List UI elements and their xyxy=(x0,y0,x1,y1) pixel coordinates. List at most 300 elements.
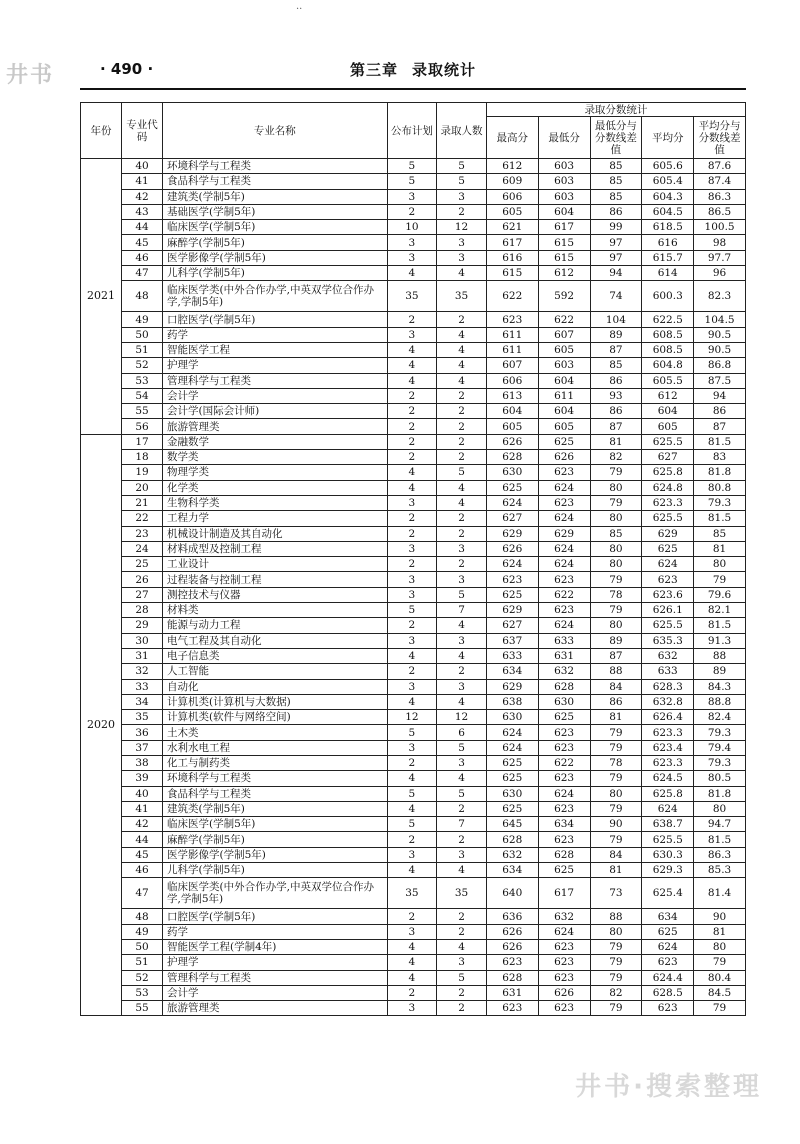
table-row xyxy=(81,725,746,740)
cell-avg: 625.5 xyxy=(642,511,694,526)
cell-min: 624 xyxy=(538,557,590,572)
cell-max: 634 xyxy=(486,863,538,878)
cell-avg-diff: 81.5 xyxy=(694,832,746,847)
cell-max: 628 xyxy=(486,450,538,465)
cell-max: 613 xyxy=(486,388,538,403)
header-stats-group: 录取分数统计 xyxy=(486,103,745,117)
cell-avg: 614 xyxy=(642,266,694,281)
cell-max: 627 xyxy=(486,511,538,526)
cell-max: 638 xyxy=(486,694,538,709)
cell-plan: 4 xyxy=(387,648,437,663)
cell-min-diff: 79 xyxy=(590,465,642,480)
cell-code: 51 xyxy=(122,342,163,357)
table-row xyxy=(81,694,746,709)
cell-plan: 3 xyxy=(387,572,437,587)
table-row xyxy=(81,204,746,219)
cell-code: 29 xyxy=(122,618,163,633)
table-row xyxy=(81,847,746,862)
cell-max: 626 xyxy=(486,541,538,556)
cell-avg-diff: 98 xyxy=(694,235,746,250)
cell-max: 626 xyxy=(486,939,538,954)
cell-name: 旅游管理类 xyxy=(163,419,388,434)
cell-min-diff: 87 xyxy=(590,342,642,357)
cell-plan: 4 xyxy=(387,939,437,954)
table-row xyxy=(81,679,746,694)
cell-min: 612 xyxy=(538,266,590,281)
cell-plan: 4 xyxy=(387,266,437,281)
cell-admitted: 4 xyxy=(437,863,487,878)
cell-min: 630 xyxy=(538,694,590,709)
cell-min: 623 xyxy=(538,740,590,755)
cell-avg: 638.7 xyxy=(642,817,694,832)
cell-avg: 630.3 xyxy=(642,847,694,862)
cell-plan: 5 xyxy=(387,603,437,618)
cell-min-diff: 80 xyxy=(590,618,642,633)
cell-admitted: 4 xyxy=(437,618,487,633)
cell-code: 48 xyxy=(122,281,163,312)
cell-min: 625 xyxy=(538,434,590,449)
cell-admitted: 3 xyxy=(437,755,487,770)
cell-avg-diff: 88 xyxy=(694,648,746,663)
cell-min-diff: 79 xyxy=(590,939,642,954)
cell-admitted: 2 xyxy=(437,419,487,434)
cell-name: 土木类 xyxy=(163,725,388,740)
cell-admitted: 5 xyxy=(437,174,487,189)
cell-plan: 3 xyxy=(387,495,437,510)
cell-min-diff: 82 xyxy=(590,450,642,465)
cell-min-diff: 81 xyxy=(590,863,642,878)
cell-name: 过程装备与控制工程 xyxy=(163,572,388,587)
cell-min-diff: 79 xyxy=(590,955,642,970)
cell-name: 食品科学与工程类 xyxy=(163,174,388,189)
cell-plan: 3 xyxy=(387,235,437,250)
cell-avg-diff: 96 xyxy=(694,266,746,281)
cell-min-diff: 81 xyxy=(590,434,642,449)
cell-avg-diff: 81.5 xyxy=(694,618,746,633)
cell-name: 食品科学与工程类 xyxy=(163,786,388,801)
cell-avg-diff: 100.5 xyxy=(694,220,746,235)
cell-name: 化工与制药类 xyxy=(163,755,388,770)
cell-avg-diff: 86.3 xyxy=(694,189,746,204)
cell-min: 623 xyxy=(538,465,590,480)
cell-name: 儿科学(学制5年) xyxy=(163,863,388,878)
cell-code: 22 xyxy=(122,511,163,526)
cell-avg: 624 xyxy=(642,801,694,816)
cell-avg-diff: 80 xyxy=(694,939,746,954)
cell-plan: 4 xyxy=(387,771,437,786)
cell-avg: 634 xyxy=(642,909,694,924)
cell-plan: 4 xyxy=(387,970,437,985)
cell-plan: 10 xyxy=(387,220,437,235)
header-avg-diff: 平均分与分数线差值 xyxy=(694,117,746,159)
cell-min-diff: 85 xyxy=(590,174,642,189)
cell-min: 611 xyxy=(538,388,590,403)
cell-max: 615 xyxy=(486,266,538,281)
cell-name: 自动化 xyxy=(163,679,388,694)
table-row xyxy=(81,189,746,204)
table-row xyxy=(81,250,746,265)
table-row xyxy=(81,1001,746,1016)
cell-avg: 635.3 xyxy=(642,633,694,648)
cell-avg-diff: 80.4 xyxy=(694,970,746,985)
cell-min: 624 xyxy=(538,924,590,939)
cell-min: 623 xyxy=(538,572,590,587)
cell-avg-diff: 79.3 xyxy=(694,755,746,770)
cell-min: 626 xyxy=(538,985,590,1000)
cell-avg-diff: 84.5 xyxy=(694,985,746,1000)
cell-min-diff: 99 xyxy=(590,220,642,235)
cell-avg-diff: 90.5 xyxy=(694,327,746,342)
cell-min: 615 xyxy=(538,250,590,265)
cell-code: 45 xyxy=(122,847,163,862)
cell-max: 609 xyxy=(486,174,538,189)
cell-admitted: 5 xyxy=(437,159,487,174)
cell-code: 42 xyxy=(122,189,163,204)
admission-table xyxy=(80,102,746,1016)
cell-admitted: 5 xyxy=(437,587,487,602)
cell-plan: 4 xyxy=(387,801,437,816)
table-row xyxy=(81,863,746,878)
cell-max: 624 xyxy=(486,725,538,740)
cell-min-diff: 79 xyxy=(590,1001,642,1016)
cell-max: 629 xyxy=(486,603,538,618)
cell-admitted: 3 xyxy=(437,250,487,265)
cell-code: 45 xyxy=(122,235,163,250)
cell-code: 39 xyxy=(122,771,163,786)
cell-avg-diff: 79.3 xyxy=(694,725,746,740)
cell-avg-diff: 80 xyxy=(694,557,746,572)
cell-avg: 624.5 xyxy=(642,771,694,786)
table-row xyxy=(81,801,746,816)
cell-name: 化学类 xyxy=(163,480,388,495)
cell-name: 环境科学与工程类 xyxy=(163,771,388,786)
table-row xyxy=(81,358,746,373)
cell-avg-diff: 85.3 xyxy=(694,863,746,878)
cell-avg-diff: 104.5 xyxy=(694,312,746,327)
cell-name: 电气工程及其自动化 xyxy=(163,633,388,648)
cell-plan: 12 xyxy=(387,710,437,725)
cell-code: 47 xyxy=(122,878,163,909)
cell-min: 628 xyxy=(538,679,590,694)
cell-max: 611 xyxy=(486,342,538,357)
brand-watermark-top: 井书 xyxy=(6,63,55,88)
cell-plan: 35 xyxy=(387,281,437,312)
table-row xyxy=(81,985,746,1000)
cell-name: 护理学 xyxy=(163,358,388,373)
cell-min-diff: 86 xyxy=(590,204,642,219)
cell-admitted: 3 xyxy=(437,235,487,250)
cell-name: 智能医学工程 xyxy=(163,342,388,357)
cell-code: 51 xyxy=(122,955,163,970)
cell-code: 43 xyxy=(122,204,163,219)
header-code: 专业代码 xyxy=(122,103,163,159)
cell-max: 636 xyxy=(486,909,538,924)
cell-name: 计算机类(计算机与大数据) xyxy=(163,694,388,709)
cell-min-diff: 85 xyxy=(590,189,642,204)
cell-min-diff: 87 xyxy=(590,419,642,434)
cell-avg: 625.4 xyxy=(642,878,694,909)
cell-admitted: 7 xyxy=(437,817,487,832)
cell-name: 临床医学(学制5年) xyxy=(163,220,388,235)
cell-min: 624 xyxy=(538,618,590,633)
cell-admitted: 4 xyxy=(437,771,487,786)
cell-avg: 625 xyxy=(642,541,694,556)
table-row xyxy=(81,817,746,832)
cell-name: 药学 xyxy=(163,327,388,342)
cell-code: 34 xyxy=(122,694,163,709)
cell-min: 605 xyxy=(538,342,590,357)
chapter-heading xyxy=(350,59,490,80)
cell-min: 623 xyxy=(538,801,590,816)
cell-plan: 2 xyxy=(387,511,437,526)
cell-avg-diff: 87.4 xyxy=(694,174,746,189)
cell-plan: 5 xyxy=(387,174,437,189)
cell-plan: 2 xyxy=(387,312,437,327)
chapter-number: 第三章 xyxy=(350,61,399,79)
cell-min-diff: 84 xyxy=(590,679,642,694)
cell-max: 611 xyxy=(486,327,538,342)
table-row xyxy=(81,740,746,755)
cell-avg-diff: 91.3 xyxy=(694,633,746,648)
cell-avg: 604 xyxy=(642,404,694,419)
cell-code: 18 xyxy=(122,450,163,465)
cell-code: 47 xyxy=(122,266,163,281)
cell-max: 631 xyxy=(486,985,538,1000)
header-name: 专业名称 xyxy=(163,103,388,159)
cell-max: 623 xyxy=(486,312,538,327)
table-row xyxy=(81,266,746,281)
cell-admitted: 3 xyxy=(437,633,487,648)
cell-max: 628 xyxy=(486,832,538,847)
cell-avg-diff: 81.5 xyxy=(694,511,746,526)
cell-admitted: 2 xyxy=(437,404,487,419)
cell-avg-diff: 79.4 xyxy=(694,740,746,755)
cell-min-diff: 73 xyxy=(590,878,642,909)
cell-min: 604 xyxy=(538,204,590,219)
cell-plan: 5 xyxy=(387,786,437,801)
cell-plan: 3 xyxy=(387,679,437,694)
cell-code: 40 xyxy=(122,159,163,174)
cell-avg: 625.5 xyxy=(642,832,694,847)
cell-avg: 625 xyxy=(642,924,694,939)
cell-avg: 627 xyxy=(642,450,694,465)
cell-max: 629 xyxy=(486,526,538,541)
cell-plan: 4 xyxy=(387,863,437,878)
header-min: 最低分 xyxy=(538,117,590,159)
cell-avg-diff: 80.5 xyxy=(694,771,746,786)
table-row xyxy=(81,755,746,770)
cell-name: 电子信息类 xyxy=(163,648,388,663)
cell-avg-diff: 81.8 xyxy=(694,465,746,480)
cell-admitted: 2 xyxy=(437,450,487,465)
cell-name: 智能医学工程(学制4年) xyxy=(163,939,388,954)
cell-code: 50 xyxy=(122,939,163,954)
cell-admitted: 2 xyxy=(437,434,487,449)
cell-min-diff: 80 xyxy=(590,786,642,801)
table-row xyxy=(81,312,746,327)
table-row xyxy=(81,450,746,465)
chapter-title: 录取统计 xyxy=(412,61,477,79)
cell-avg-diff: 90 xyxy=(694,909,746,924)
cell-avg-diff: 86 xyxy=(694,404,746,419)
cell-max: 624 xyxy=(486,740,538,755)
cell-plan: 4 xyxy=(387,465,437,480)
cell-max: 632 xyxy=(486,847,538,862)
cell-admitted: 35 xyxy=(437,281,487,312)
cell-admitted: 4 xyxy=(437,358,487,373)
cell-min: 605 xyxy=(538,419,590,434)
cell-admitted: 12 xyxy=(437,710,487,725)
cell-name: 麻醉学(学制5年) xyxy=(163,235,388,250)
cell-min-diff: 86 xyxy=(590,404,642,419)
cell-avg-diff: 81 xyxy=(694,924,746,939)
cell-max: 625 xyxy=(486,771,538,786)
cell-avg: 626.1 xyxy=(642,603,694,618)
cell-admitted: 4 xyxy=(437,480,487,495)
table-row xyxy=(81,220,746,235)
cell-min-diff: 85 xyxy=(590,526,642,541)
header-rule xyxy=(80,88,746,90)
cell-min: 592 xyxy=(538,281,590,312)
cell-min: 604 xyxy=(538,373,590,388)
cell-avg: 604.3 xyxy=(642,189,694,204)
cell-avg: 624 xyxy=(642,939,694,954)
table-row xyxy=(81,786,746,801)
cell-avg: 600.3 xyxy=(642,281,694,312)
cell-avg: 622.5 xyxy=(642,312,694,327)
table-row xyxy=(81,710,746,725)
table-row xyxy=(81,342,746,357)
cell-code: 26 xyxy=(122,572,163,587)
table-row xyxy=(81,388,746,403)
cell-min: 604 xyxy=(538,404,590,419)
table-header xyxy=(81,103,746,159)
cell-plan: 2 xyxy=(387,557,437,572)
cell-avg: 623.6 xyxy=(642,587,694,602)
cell-plan: 4 xyxy=(387,373,437,388)
cell-avg-diff: 87.6 xyxy=(694,159,746,174)
cell-name: 机械设计制造及其自动化 xyxy=(163,526,388,541)
cell-admitted: 2 xyxy=(437,388,487,403)
cell-avg-diff: 79 xyxy=(694,1001,746,1016)
cell-max: 607 xyxy=(486,358,538,373)
cell-min: 623 xyxy=(538,603,590,618)
cell-max: 623 xyxy=(486,572,538,587)
cell-name: 计算机类(软件与网络空间) xyxy=(163,710,388,725)
cell-plan: 3 xyxy=(387,587,437,602)
cell-avg: 628.5 xyxy=(642,985,694,1000)
table-row xyxy=(81,618,746,633)
cell-code: 55 xyxy=(122,1001,163,1016)
cell-code: 28 xyxy=(122,603,163,618)
cell-avg-diff: 79 xyxy=(694,955,746,970)
table-row xyxy=(81,526,746,541)
cell-avg: 623.3 xyxy=(642,755,694,770)
cell-avg-diff: 81.8 xyxy=(694,786,746,801)
cell-max: 625 xyxy=(486,755,538,770)
cell-admitted: 4 xyxy=(437,327,487,342)
cell-avg-diff: 81 xyxy=(694,541,746,556)
cell-plan: 4 xyxy=(387,694,437,709)
cell-code: 53 xyxy=(122,373,163,388)
cell-name: 工程力学 xyxy=(163,511,388,526)
cell-name: 临床医学类(中外合作办学,中英双学位合作办学,学制5年) xyxy=(163,878,388,909)
cell-avg: 604.8 xyxy=(642,358,694,373)
cell-max: 630 xyxy=(486,465,538,480)
cell-name: 建筑类(学制5年) xyxy=(163,189,388,204)
cell-plan: 2 xyxy=(387,388,437,403)
cell-max: 640 xyxy=(486,878,538,909)
cell-admitted: 3 xyxy=(437,572,487,587)
cell-avg: 626.4 xyxy=(642,710,694,725)
cell-min-diff: 104 xyxy=(590,312,642,327)
table-row xyxy=(81,924,746,939)
cell-plan: 5 xyxy=(387,725,437,740)
table-row xyxy=(81,603,746,618)
table-row xyxy=(81,939,746,954)
cell-avg: 625.5 xyxy=(642,434,694,449)
cell-code: 41 xyxy=(122,174,163,189)
cell-min: 632 xyxy=(538,664,590,679)
cell-avg: 623 xyxy=(642,572,694,587)
cell-admitted: 2 xyxy=(437,1001,487,1016)
cell-code: 53 xyxy=(122,985,163,1000)
cell-plan: 2 xyxy=(387,450,437,465)
cell-code: 54 xyxy=(122,388,163,403)
cell-code: 52 xyxy=(122,358,163,373)
cell-min: 607 xyxy=(538,327,590,342)
cell-name: 水利水电工程 xyxy=(163,740,388,755)
cell-admitted: 2 xyxy=(437,924,487,939)
cell-code: 42 xyxy=(122,817,163,832)
cell-min: 623 xyxy=(538,955,590,970)
header-admitted: 录取人数 xyxy=(437,103,487,159)
cell-min-diff: 97 xyxy=(590,250,642,265)
cell-plan: 4 xyxy=(387,342,437,357)
cell-avg: 618.5 xyxy=(642,220,694,235)
table-row xyxy=(81,511,746,526)
cell-avg: 629.3 xyxy=(642,863,694,878)
cell-max: 627 xyxy=(486,618,538,633)
cell-code: 52 xyxy=(122,970,163,985)
cell-min-diff: 93 xyxy=(590,388,642,403)
cell-min-diff: 94 xyxy=(590,266,642,281)
table-row xyxy=(81,878,746,909)
table-row xyxy=(81,159,746,174)
cell-avg: 624 xyxy=(642,557,694,572)
cell-avg-diff: 86.3 xyxy=(694,847,746,862)
cell-min: 623 xyxy=(538,725,590,740)
cell-plan: 3 xyxy=(387,189,437,204)
cell-avg: 608.5 xyxy=(642,342,694,357)
cell-avg-diff: 87.5 xyxy=(694,373,746,388)
cell-min-diff: 79 xyxy=(590,495,642,510)
cell-admitted: 5 xyxy=(437,740,487,755)
cell-max: 630 xyxy=(486,710,538,725)
cell-plan: 3 xyxy=(387,740,437,755)
cell-avg: 625.5 xyxy=(642,618,694,633)
cell-plan: 2 xyxy=(387,618,437,633)
cell-avg-diff: 82.3 xyxy=(694,281,746,312)
cell-avg-diff: 81.5 xyxy=(694,434,746,449)
cell-admitted: 3 xyxy=(437,847,487,862)
cell-admitted: 2 xyxy=(437,511,487,526)
cell-avg-diff: 86.5 xyxy=(694,204,746,219)
table-row xyxy=(81,572,746,587)
cell-plan: 2 xyxy=(387,434,437,449)
cell-admitted: 2 xyxy=(437,832,487,847)
cell-admitted: 3 xyxy=(437,541,487,556)
